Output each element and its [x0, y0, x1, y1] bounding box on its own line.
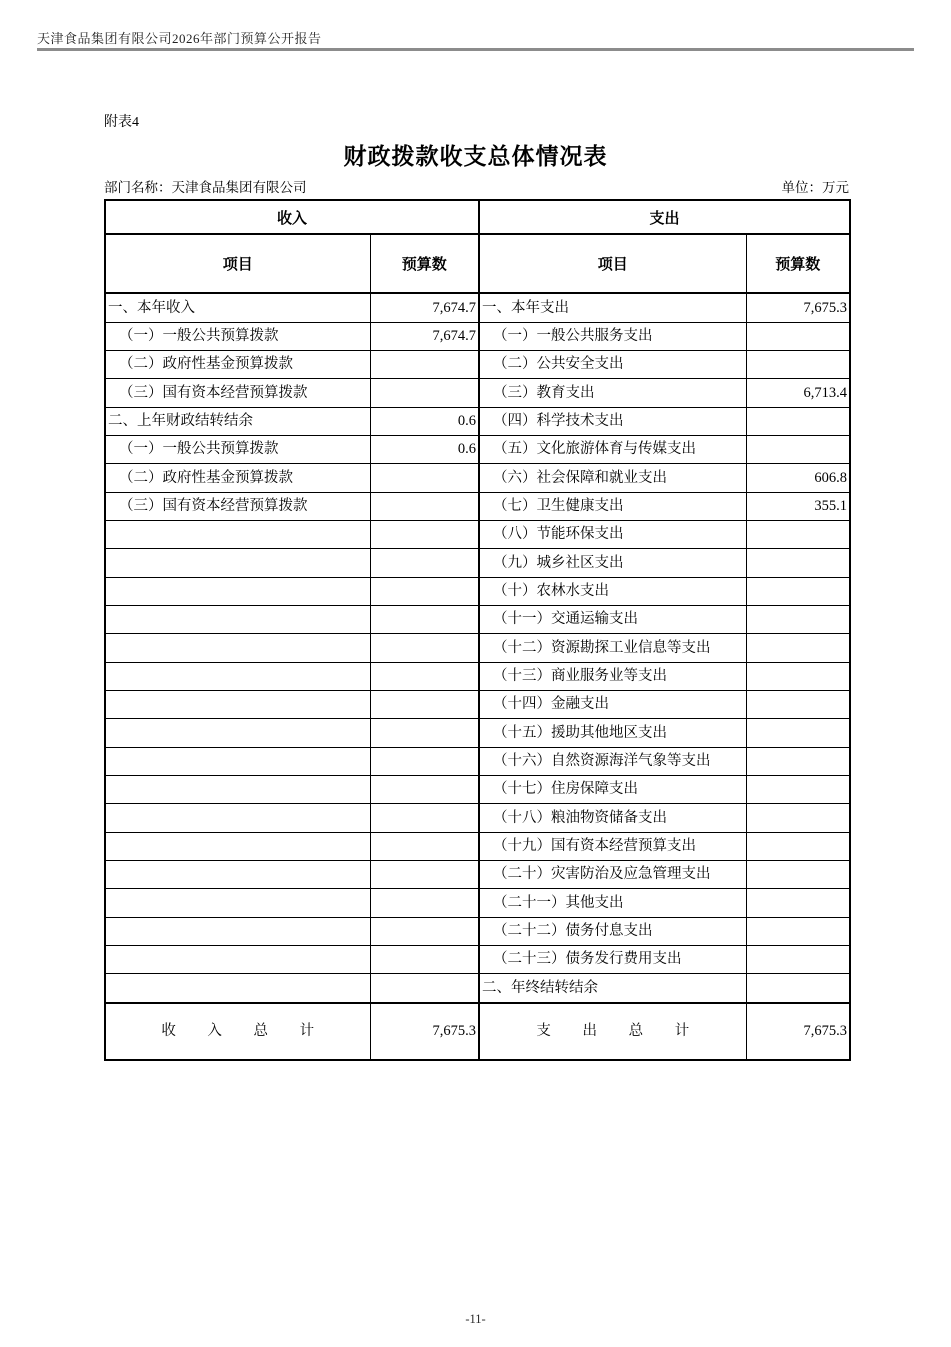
- income-value-cell: [370, 889, 479, 917]
- expense-value-cell: 606.8: [746, 464, 850, 492]
- expense-total-label: 支 出 总 计: [479, 1003, 746, 1060]
- table-row: [105, 577, 850, 605]
- table-row: [105, 860, 850, 888]
- expense-value-cell: [746, 747, 850, 775]
- expense-value-cell: [746, 549, 850, 577]
- income-item-cell: [105, 606, 370, 634]
- table-row: [105, 322, 850, 350]
- income-item-cell: [105, 945, 370, 973]
- expense-item-cell: （四）科学技术支出: [479, 407, 746, 435]
- table-row: [105, 492, 850, 520]
- expense-item-cell: （五）文化旅游体育与传媒支出: [479, 436, 746, 464]
- income-value-cell: [370, 917, 479, 945]
- expense-item-cell: （十三）商业服务业等支出: [479, 662, 746, 690]
- table-row: [105, 832, 850, 860]
- expense-item-cell: （十）农林水支出: [479, 577, 746, 605]
- unit-label: 单位：万元: [781, 180, 849, 195]
- income-item-cell: [105, 577, 370, 605]
- expense-value-cell: [746, 606, 850, 634]
- income-value-cell: 7,674.7: [370, 322, 479, 350]
- header-rule: [37, 48, 914, 51]
- income-item-cell: （二）政府性基金预算拨款: [105, 464, 370, 492]
- income-item-cell: [105, 662, 370, 690]
- expense-total-value: 7,675.3: [746, 1003, 850, 1060]
- table-row: [105, 549, 850, 577]
- expense-item-cell: （八）节能环保支出: [479, 521, 746, 549]
- income-section-header: 收入: [105, 200, 479, 234]
- income-item-cell: [105, 719, 370, 747]
- income-value-cell: [370, 464, 479, 492]
- income-value-cell: [370, 634, 479, 662]
- appendix-label: 附表4: [104, 115, 139, 130]
- income-value-cell: [370, 747, 479, 775]
- expense-item-cell: （二十二）债务付息支出: [479, 917, 746, 945]
- total-row: [105, 1003, 850, 1060]
- table-row: [105, 974, 850, 1004]
- expense-value-cell: [746, 351, 850, 379]
- income-item-cell: [105, 889, 370, 917]
- table-row: [105, 379, 850, 407]
- table-row: [105, 719, 850, 747]
- table-footer: [105, 1003, 850, 1060]
- income-item-cell: [105, 747, 370, 775]
- income-value-cell: [370, 945, 479, 973]
- page-title: 财政拨款收支总体情况表: [343, 143, 608, 169]
- expense-value-cell: [746, 945, 850, 973]
- income-item-cell: [105, 974, 370, 1004]
- table-row: [105, 917, 850, 945]
- income-value-cell: 0.6: [370, 407, 479, 435]
- expense-value-cell: [746, 832, 850, 860]
- income-item-cell: 一、本年收入: [105, 293, 370, 322]
- expense-value-cell: [746, 889, 850, 917]
- page-number: -11-: [465, 1312, 486, 1326]
- income-value-cell: [370, 974, 479, 1004]
- expense-item-cell: （十四）金融支出: [479, 691, 746, 719]
- expense-item-cell: （一）一般公共服务支出: [479, 322, 746, 350]
- expense-value-cell: [746, 776, 850, 804]
- expense-item-cell: （十一）交通运输支出: [479, 606, 746, 634]
- table-head: [105, 200, 850, 293]
- income-value-cell: [370, 662, 479, 690]
- income-value-cell: [370, 379, 479, 407]
- income-item-cell: （一）一般公共预算拨款: [105, 436, 370, 464]
- income-item-cell: 二、上年财政结转结余: [105, 407, 370, 435]
- income-total-label: 收 入 总 计: [105, 1003, 370, 1060]
- expense-value-cell: [746, 634, 850, 662]
- income-value-cell: [370, 351, 479, 379]
- expense-value-cell: [746, 322, 850, 350]
- expense-item-cell: （十五）援助其他地区支出: [479, 719, 746, 747]
- expense-value-cell: [746, 577, 850, 605]
- table-row: [105, 634, 850, 662]
- expense-value-cell: [746, 974, 850, 1004]
- income-item-cell: [105, 804, 370, 832]
- expense-value-cell: [746, 804, 850, 832]
- income-item-cell: [105, 917, 370, 945]
- expense-item-cell: 一、本年支出: [479, 293, 746, 322]
- report-header: 天津食品集团有限公司2026年部门预算公开报告: [37, 31, 322, 46]
- expense-value-cell: 7,675.3: [746, 293, 850, 322]
- table-row: [105, 407, 850, 435]
- expense-value-cell: [746, 662, 850, 690]
- expense-value-cell: [746, 521, 850, 549]
- section-header-row: [105, 200, 850, 234]
- table-row: [105, 606, 850, 634]
- expense-item-cell: （二十）灾害防治及应急管理支出: [479, 860, 746, 888]
- table-row: [105, 464, 850, 492]
- table-row: [105, 662, 850, 690]
- department-name-label: 部门名称：天津食品集团有限公司: [104, 180, 307, 195]
- income-item-cell: [105, 860, 370, 888]
- expense-item-cell: （十七）住房保障支出: [479, 776, 746, 804]
- expense-item-cell: 二、年终结转结余: [479, 974, 746, 1004]
- income-item-cell: [105, 549, 370, 577]
- income-value-cell: [370, 606, 479, 634]
- income-value-cell: [370, 804, 479, 832]
- table-row: [105, 293, 850, 322]
- expense-value-cell: 6,713.4: [746, 379, 850, 407]
- income-value-cell: [370, 492, 479, 520]
- income-item-cell: [105, 634, 370, 662]
- table-row: [105, 521, 850, 549]
- income-value-cell: [370, 860, 479, 888]
- table-row: [105, 436, 850, 464]
- income-value-cell: [370, 832, 479, 860]
- income-value-cell: 7,674.7: [370, 293, 479, 322]
- income-item-cell: （三）国有资本经营预算拨款: [105, 492, 370, 520]
- table-row: [105, 747, 850, 775]
- expense-item-cell: （二十一）其他支出: [479, 889, 746, 917]
- expense-value-cell: [746, 691, 850, 719]
- expense-value-cell: [746, 917, 850, 945]
- income-item-cell: （三）国有资本经营预算拨款: [105, 379, 370, 407]
- expense-value-cell: [746, 860, 850, 888]
- expense-item-cell: （十二）资源勘探工业信息等支出: [479, 634, 746, 662]
- income-item-cell: [105, 521, 370, 549]
- expense-value-cell: [746, 436, 850, 464]
- income-value-cell: [370, 521, 479, 549]
- income-value-cell: [370, 691, 479, 719]
- income-item-cell: （二）政府性基金预算拨款: [105, 351, 370, 379]
- table-meta: [104, 176, 849, 196]
- budget-table: [104, 199, 851, 1061]
- table-row: [105, 691, 850, 719]
- table-row: [105, 804, 850, 832]
- income-item-header: 项目: [105, 234, 370, 293]
- income-value-cell: [370, 549, 479, 577]
- table-row: [105, 351, 850, 379]
- table-body: [105, 293, 850, 1003]
- income-total-value: 7,675.3: [370, 1003, 479, 1060]
- expense-value-cell: [746, 719, 850, 747]
- income-budget-header: 预算数: [370, 234, 479, 293]
- table-row: [105, 945, 850, 973]
- expense-value-cell: [746, 407, 850, 435]
- expense-item-cell: （十八）粮油物资储备支出: [479, 804, 746, 832]
- expense-value-cell: 355.1: [746, 492, 850, 520]
- expense-item-cell: （二）公共安全支出: [479, 351, 746, 379]
- table-row: [105, 889, 850, 917]
- income-value-cell: [370, 719, 479, 747]
- income-item-cell: [105, 691, 370, 719]
- income-value-cell: [370, 577, 479, 605]
- expense-item-cell: （二十三）债务发行费用支出: [479, 945, 746, 973]
- expense-item-cell: （三）教育支出: [479, 379, 746, 407]
- income-value-cell: [370, 776, 479, 804]
- income-item-cell: [105, 832, 370, 860]
- table-row: [105, 776, 850, 804]
- expense-item-cell: （十九）国有资本经营预算支出: [479, 832, 746, 860]
- column-header-row: [105, 234, 850, 293]
- expense-budget-header: 预算数: [746, 234, 850, 293]
- income-item-cell: [105, 776, 370, 804]
- expense-item-cell: （七）卫生健康支出: [479, 492, 746, 520]
- income-item-cell: （一）一般公共预算拨款: [105, 322, 370, 350]
- expense-item-cell: （六）社会保障和就业支出: [479, 464, 746, 492]
- expense-item-header: 项目: [479, 234, 746, 293]
- expense-item-cell: （九）城乡社区支出: [479, 549, 746, 577]
- expense-item-cell: （十六）自然资源海洋气象等支出: [479, 747, 746, 775]
- expense-section-header: 支出: [479, 200, 850, 234]
- income-value-cell: 0.6: [370, 436, 479, 464]
